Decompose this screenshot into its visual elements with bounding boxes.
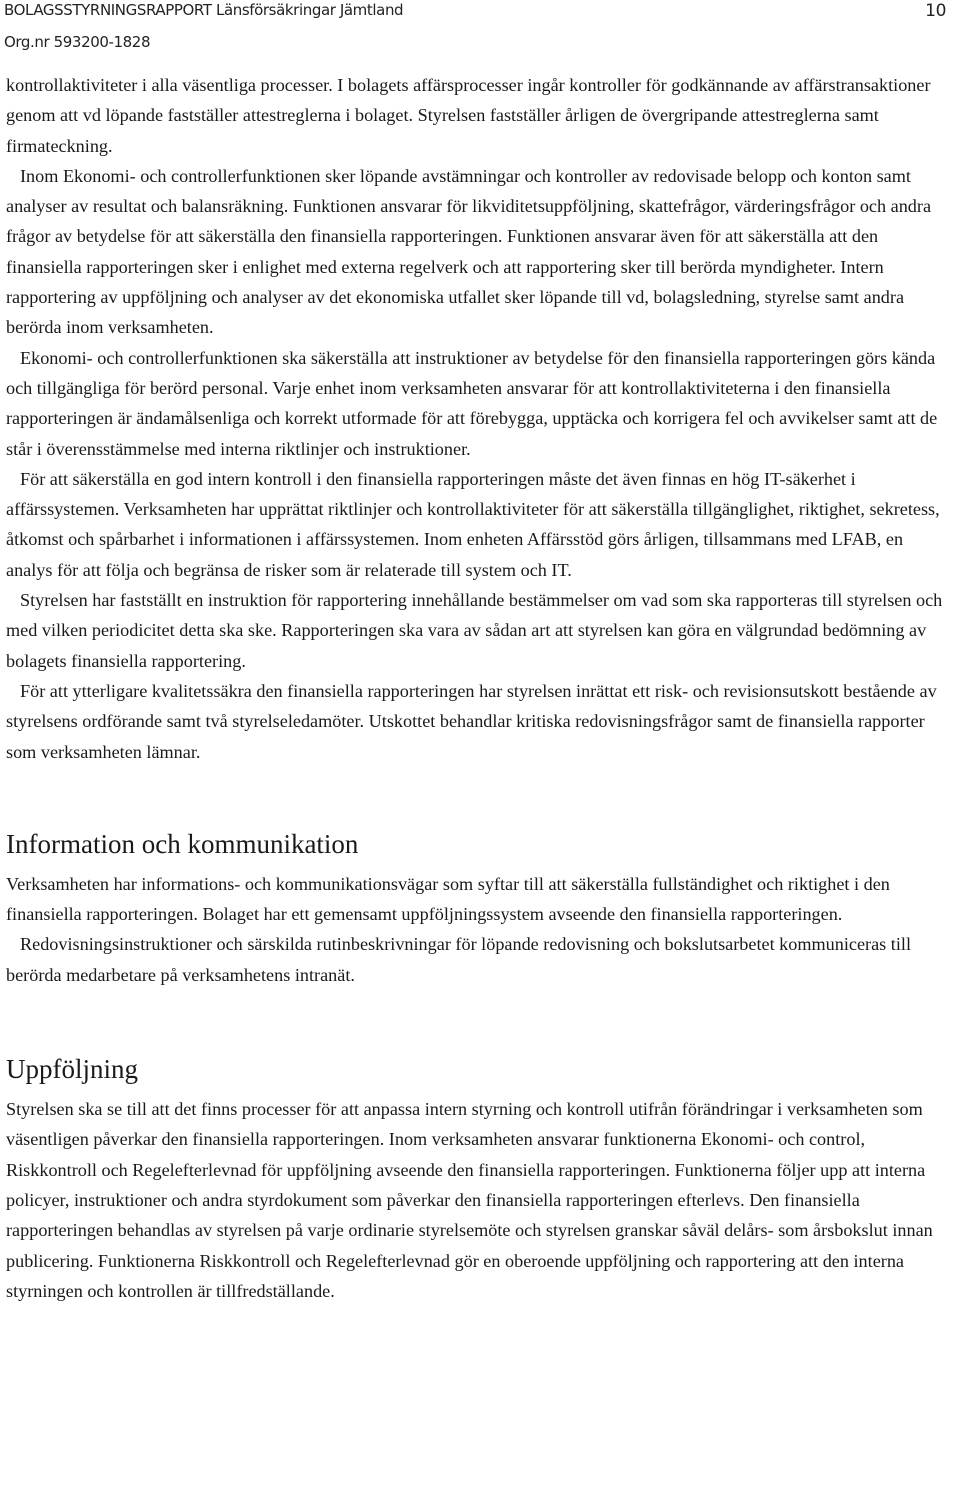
section-heading: Uppföljning [6,1054,138,1085]
section-followup [6,1052,954,1306]
section-heading: Information och kommunikation [6,828,359,859]
paragraph: För att säkerställa en god intern kontroll i den finansiella rapporteringen måste det även finnas en hög IT-säkerhet i affärssystemen. Verksamheten har upprättat riktlinjer och kontrollaktiviteter för att säkerställa tillgänglighet, riktighet, sekretess, åtkomst och spårbarhet i informationen i affärssystemen. Inom enheten Affärsstöd görs årligen, tillsammans med LFAB, en analys för att följa och begränsa de risker som är relaterade till system och IT. [6,468,940,580]
header-org-number: Org.nr 593200-1828 [4,33,151,51]
paragraph: kontrollaktiviteter i alla väsentliga processer. I bolagets affärsprocesser ingår kontroller för godkännande av affärstransaktioner genom att vd löpande fastställer attestreglerna i bolaget. Styrelsen fastställer årligen de övergripande attestreglerna samt firmateckning. [6,75,931,156]
section-information [6,827,954,990]
paragraph: Redovisningsinstruktioner och särskilda rutinbeskrivningar för löpande redovisning och bokslutsarbetet kommuniceras till berörda medarbetare på verksamhetens intranät. [6,934,912,985]
header-report-title: BOLAGSSTYRNINGSRAPPORT Länsförsäkringar Jämtland [4,1,404,19]
page-header [4,0,956,60]
paragraph: Styrelsen ska se till att det finns processer för att anpassa intern styrning och kontroll utifrån förändringar i verksamheten som väsentligen påverkar den finansiella rapporteringen. Inom verksamheten ansvarar funktionerna Ekonomi- och control, Riskkontroll och Regelefterlevnad för uppföljning avseende den finansiella rapporteringen. Funktionerna följer upp att interna policyer, instruktioner och andra styrdokument som påverkar den finansiella rapporteringen efterlevs. Den finansiella rapporteringen behandlas av styrelsen på varje ordinarie styrelsemöte och styrelsen granskar såväl delårs- som årsbokslut innan publicering. Funktionerna Riskkontroll och Regelefterlevnad gör en oberoende uppföljning och rapportering att den interna styrningen och kontrollen är tillfredställande. [6,1099,933,1301]
paragraph: För att ytterligare kvalitetssäkra den finansiella rapporteringen har styrelsen inrättat ett risk- och revisionsutskott bestående av styrelsens ordförande samt två styrelseledamöter. Utskottet behandlar kritiska redovisningsfrågor samt de finansiella rapporter som verksamheten lämnar. [6,680,937,762]
paragraph: Styrelsen har fastställt en instruktion för rapportering innehållande bestämmelser om vad som ska rapporteras till styrelsen och med vilken periodicitet detta ska ske. Rapporteringen ska vara av sådan art att styrelsen kan göra en välgrundad bedömning av bolagets finansiella rapportering. [6,590,943,671]
document-body [6,70,954,1306]
paragraph: Inom Ekonomi- och controllerfunktionen sker löpande avstämningar och kontroller av redovisade belopp och konton samt analyser av resultat och balansräkning. Funktionen ansvarar för likviditetsuppföljning, skattefrågor, värderingsfrågor och andra frågor av betydelse för att säkerställa den finansiella rapporteringen. Funktionen ansvarar även för att säkerställa att den finansiella rapporteringen sker i enlighet med externa regelverk och att rapportering sker till berörda myndigheter. Intern rapportering av uppföljning och analyser av det ekonomiska utfallet sker löpande till vd, bolagsledning, styrelse samt andra berörda inom verksamheten. [6,165,932,338]
paragraph: Ekonomi- och controllerfunktionen ska säkerställa att instruktioner av betydelse för den finansiella rapporteringen görs kända och tillgängliga för berörd personal. Varje enhet inom verksamheten ansvarar för att kontrollaktiviteterna i den finansiella rapporteringen är ändamålsenliga och korrekt utformade för att förebygga, upptäcka och korrigera fel och avvikelser samt att de står i överensstämmelse med interna riktlinjer och instruktioner. [6,347,938,459]
paragraph: Verksamheten har informations- och kommunikationsvägar som syftar till att säkerställa fullständighet och riktighet i den finansiella rapporteringen. Bolaget har ett gemensamt uppföljningssystem avseende den finansiella rapporteringen. [6,873,890,925]
page-number: 10 [925,1,946,21]
